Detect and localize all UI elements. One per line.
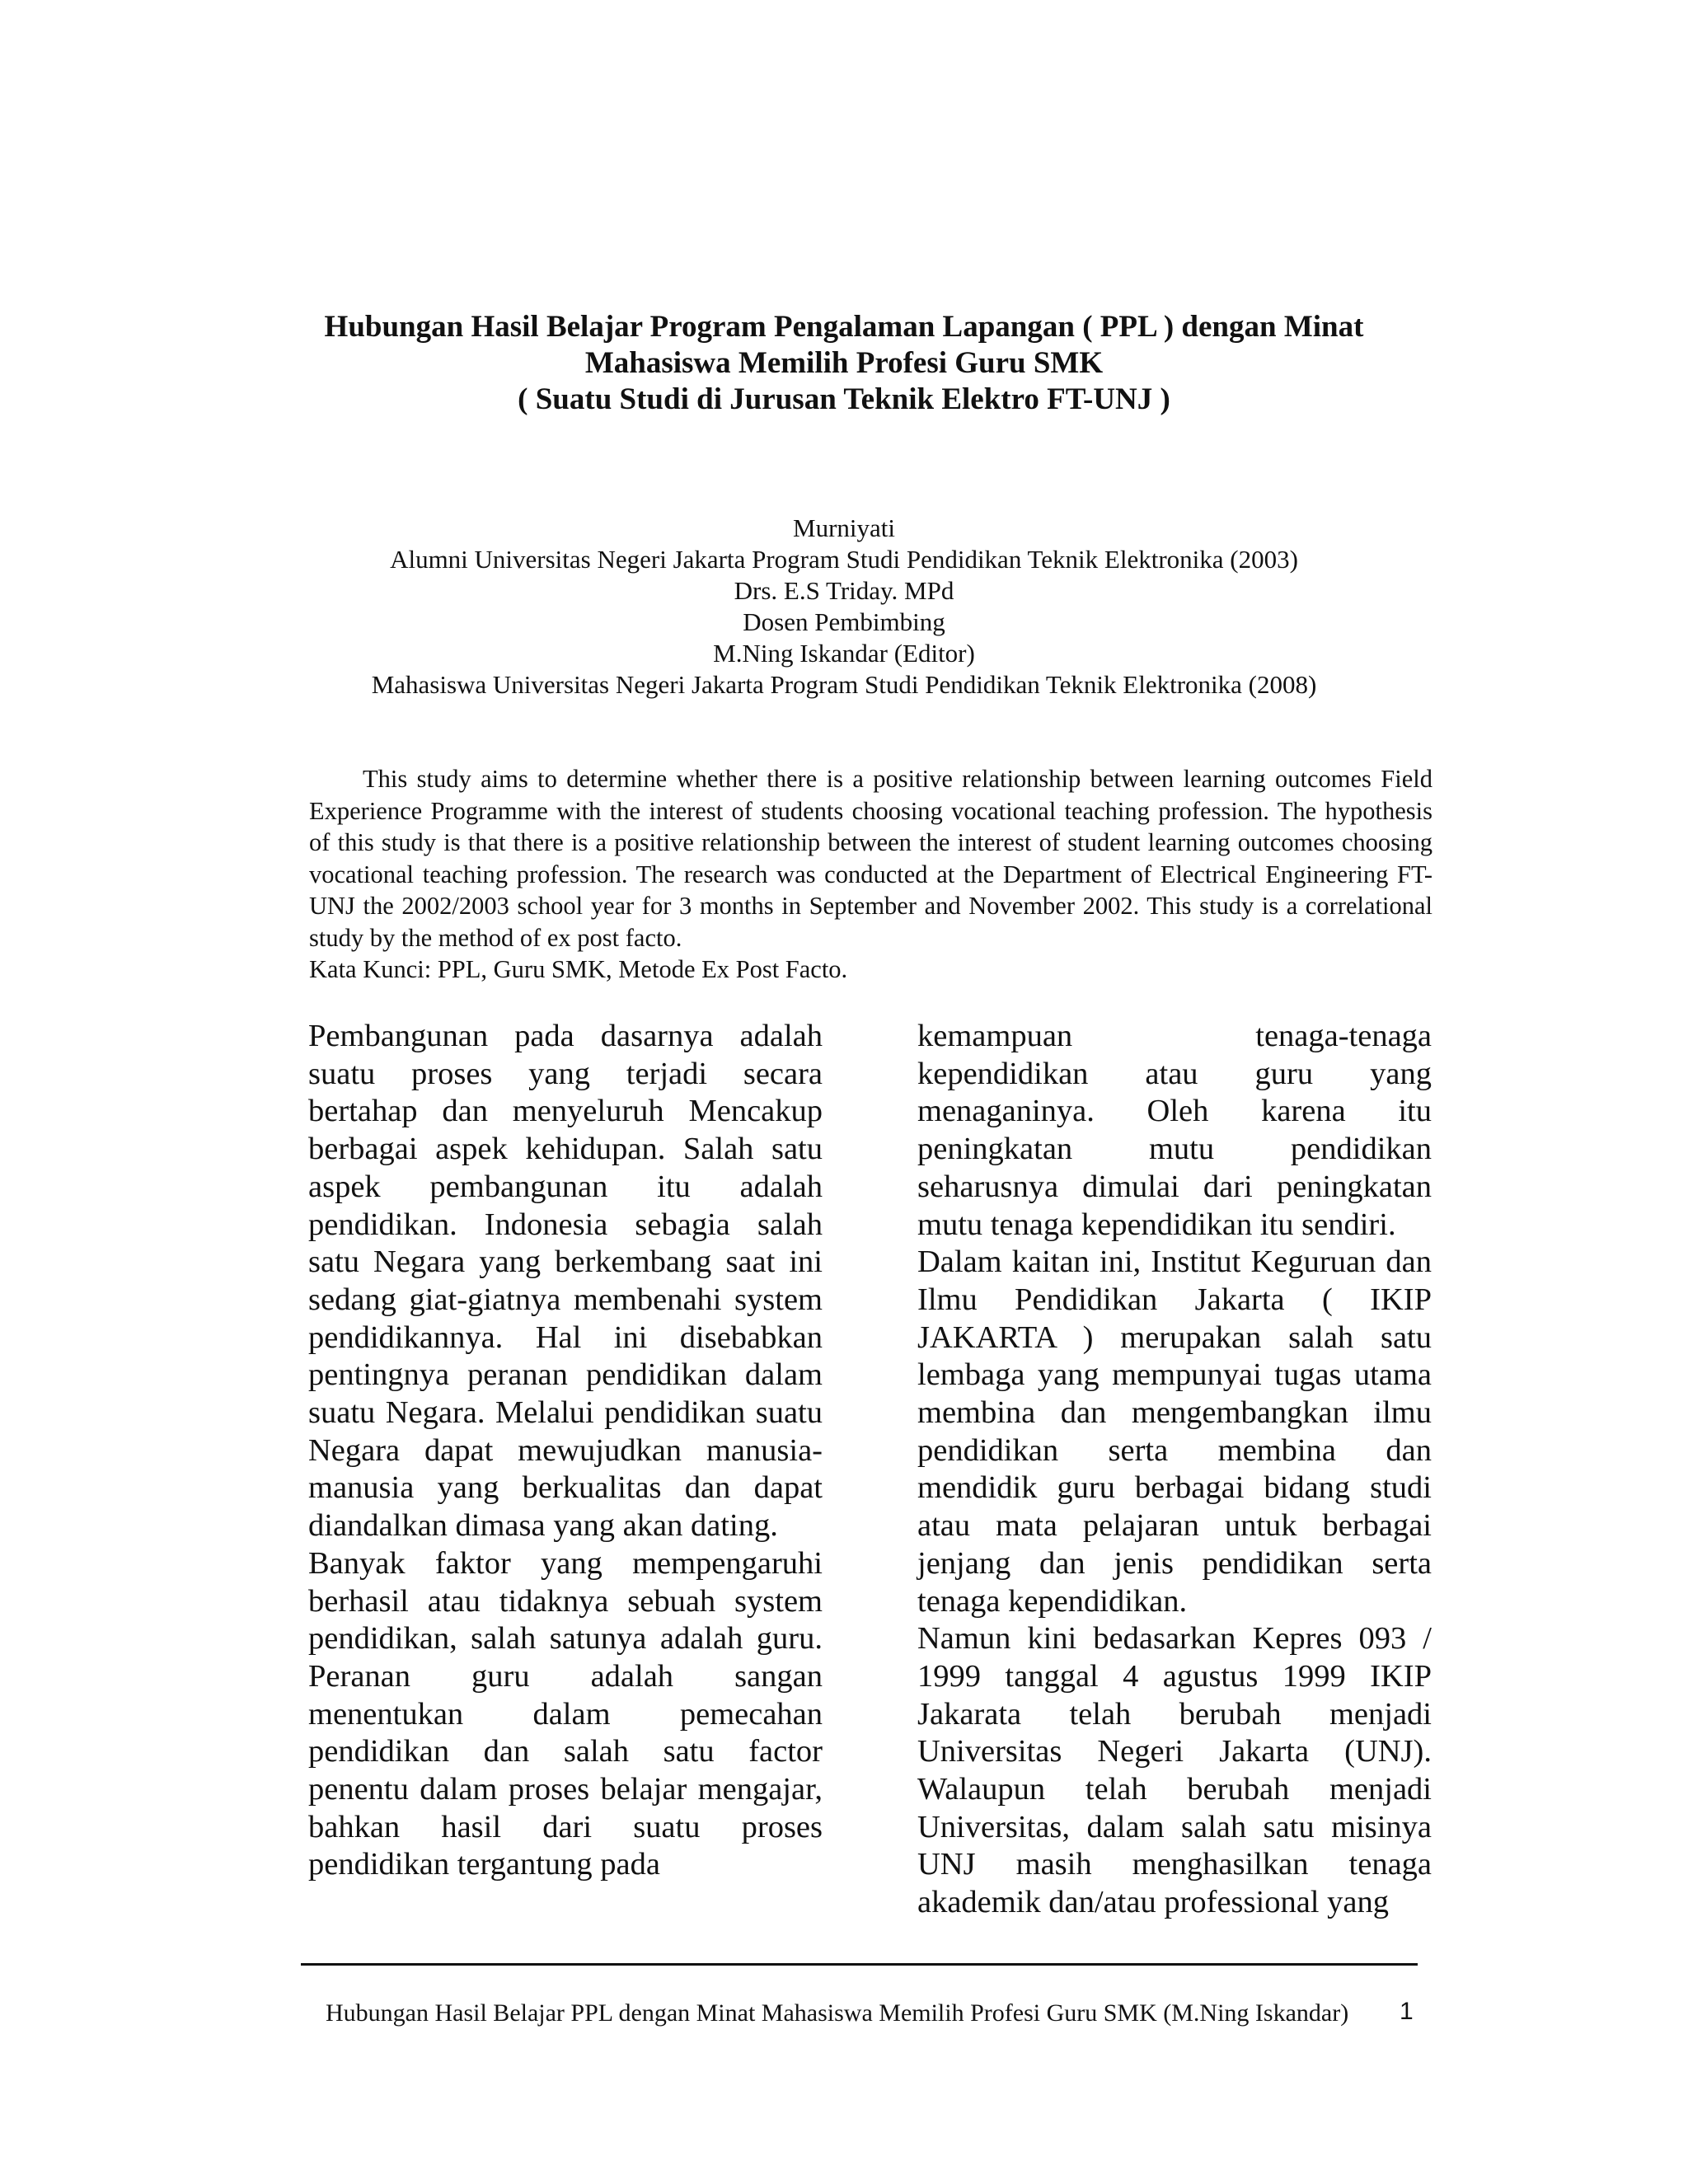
- body-paragraph: Namun kini bedasarkan Kepres 093 / 1999 tanggal 4 agustus 1999 IKIP Jakarata telah berubah menjadi Universitas Negeri Jakarta (UNJ). Walaupun telah berubah menjadi Universitas, dalam salah satu misinya UNJ masih menghasilkan tenaga akademik dan/atau professional yang: [917, 1621, 1432, 1920]
- body-paragraph: Banyak faktor yang mempengaruhi berhasil atau tidaknya sebuah system pendidikan, salah satunya adalah guru. Peranan guru adalah sangan menentukan dalam pemecahan pendidikan dan salah satu factor penentu dalam proses belajar mengajar, bahkan hasil dari suatu proses pendidikan tergantung pada: [308, 1545, 823, 1882]
- body-paragraph: kemampuan tenaga-tenaga kependidikan atau guru yang menaganinya. Oleh karena itu peningkatan mutu pendidikan seharusnya dimulai dari peningkatan mutu tenaga kependidikan itu sendiri.: [917, 1019, 1432, 1242]
- author-name: Drs. E.S Triday. MPd: [734, 576, 954, 605]
- title-line: Hubungan Hasil Belajar Program Pengalaman Lapangan ( PPL ) dengan Minat: [324, 310, 1364, 344]
- body-paragraph: Pembangunan pada dasarnya adalah suatu proses yang terjadi secara bertahap dan menyeluruh Mencakup berbagai aspek kehidupan. Salah satu aspek pembangunan itu adalah pendidikan. Indonesia sebagia salah satu Negara yang berkembang saat ini sedang giat-giatnya membenahi system pendidikannya. Hal ini disebabkan pentingnya peranan pendidikan dalam suatu Negara. Melalui pendidikan suatu Negara dapat mewujudkan manusia-manusia yang berkualitas dan dapat diandalkan dimasa yang akan dating.: [308, 1019, 823, 1544]
- body-paragraph: Dalam kaitan ini, Institut Keguruan dan Ilmu Pendidikan Jakarta ( IKIP JAKARTA ) merupakan salah satu lembaga yang mempunyai tugas utama membina dan mengembangkan ilmu pendidikan serta membina dan mendidik guru berbagai bidang studi atau mata pelajaran untuk berbagai jenjang dan jenis pendidikan serta tenaga kependidikan.: [917, 1244, 1432, 1619]
- author-role: Dosen Pembimbing: [743, 607, 945, 636]
- title-line: Mahasiswa Memilih Profesi Guru SMK: [584, 346, 1104, 380]
- author-block: [247, 513, 1441, 701]
- body-column-left: [308, 1018, 823, 1884]
- page-number: 1: [1400, 1998, 1414, 2025]
- author-affiliation: Mahasiswa Universitas Negeri Jakarta Program Studi Pendidikan Teknik Elektronika (2008): [371, 670, 1317, 699]
- title-line: ( Suatu Studi di Jurusan Teknik Elektro FT-UNJ ): [518, 382, 1170, 416]
- keywords: Kata Kunci: PPL, Guru SMK, Metode Ex Post Facto.: [309, 955, 848, 983]
- author-name: M.Ning Iskandar (Editor): [713, 639, 975, 668]
- author-affiliation: Alumni Universitas Negeri Jakarta Program Studi Pendidikan Teknik Elektronika (2003): [390, 545, 1298, 574]
- paper-title: [247, 309, 1441, 418]
- abstract-text: This study aims to determine whether there is a positive relationship between learning outcomes Field Experience Programme with the interest of students choosing vocational teaching profession. The hypothesis of this study is that there is a positive relationship between the interest of student learning outcomes choosing vocational teaching profession. The research was conducted at the Department of Electrical Engineering FT-UNJ the 2002/2003 school year for 3 months in September and November 2002. This study is a correlational study by the method of ex post facto.: [309, 765, 1432, 952]
- footer-divider: [301, 1963, 1418, 1966]
- abstract: [309, 763, 1432, 986]
- body-column-right: [917, 1018, 1432, 1922]
- author-name: Murniyati: [793, 513, 895, 542]
- running-footer: Hubungan Hasil Belajar PPL dengan Minat Mahasiswa Memilih Profesi Guru SMK (M.Ning Iskandar): [326, 1999, 1349, 2027]
